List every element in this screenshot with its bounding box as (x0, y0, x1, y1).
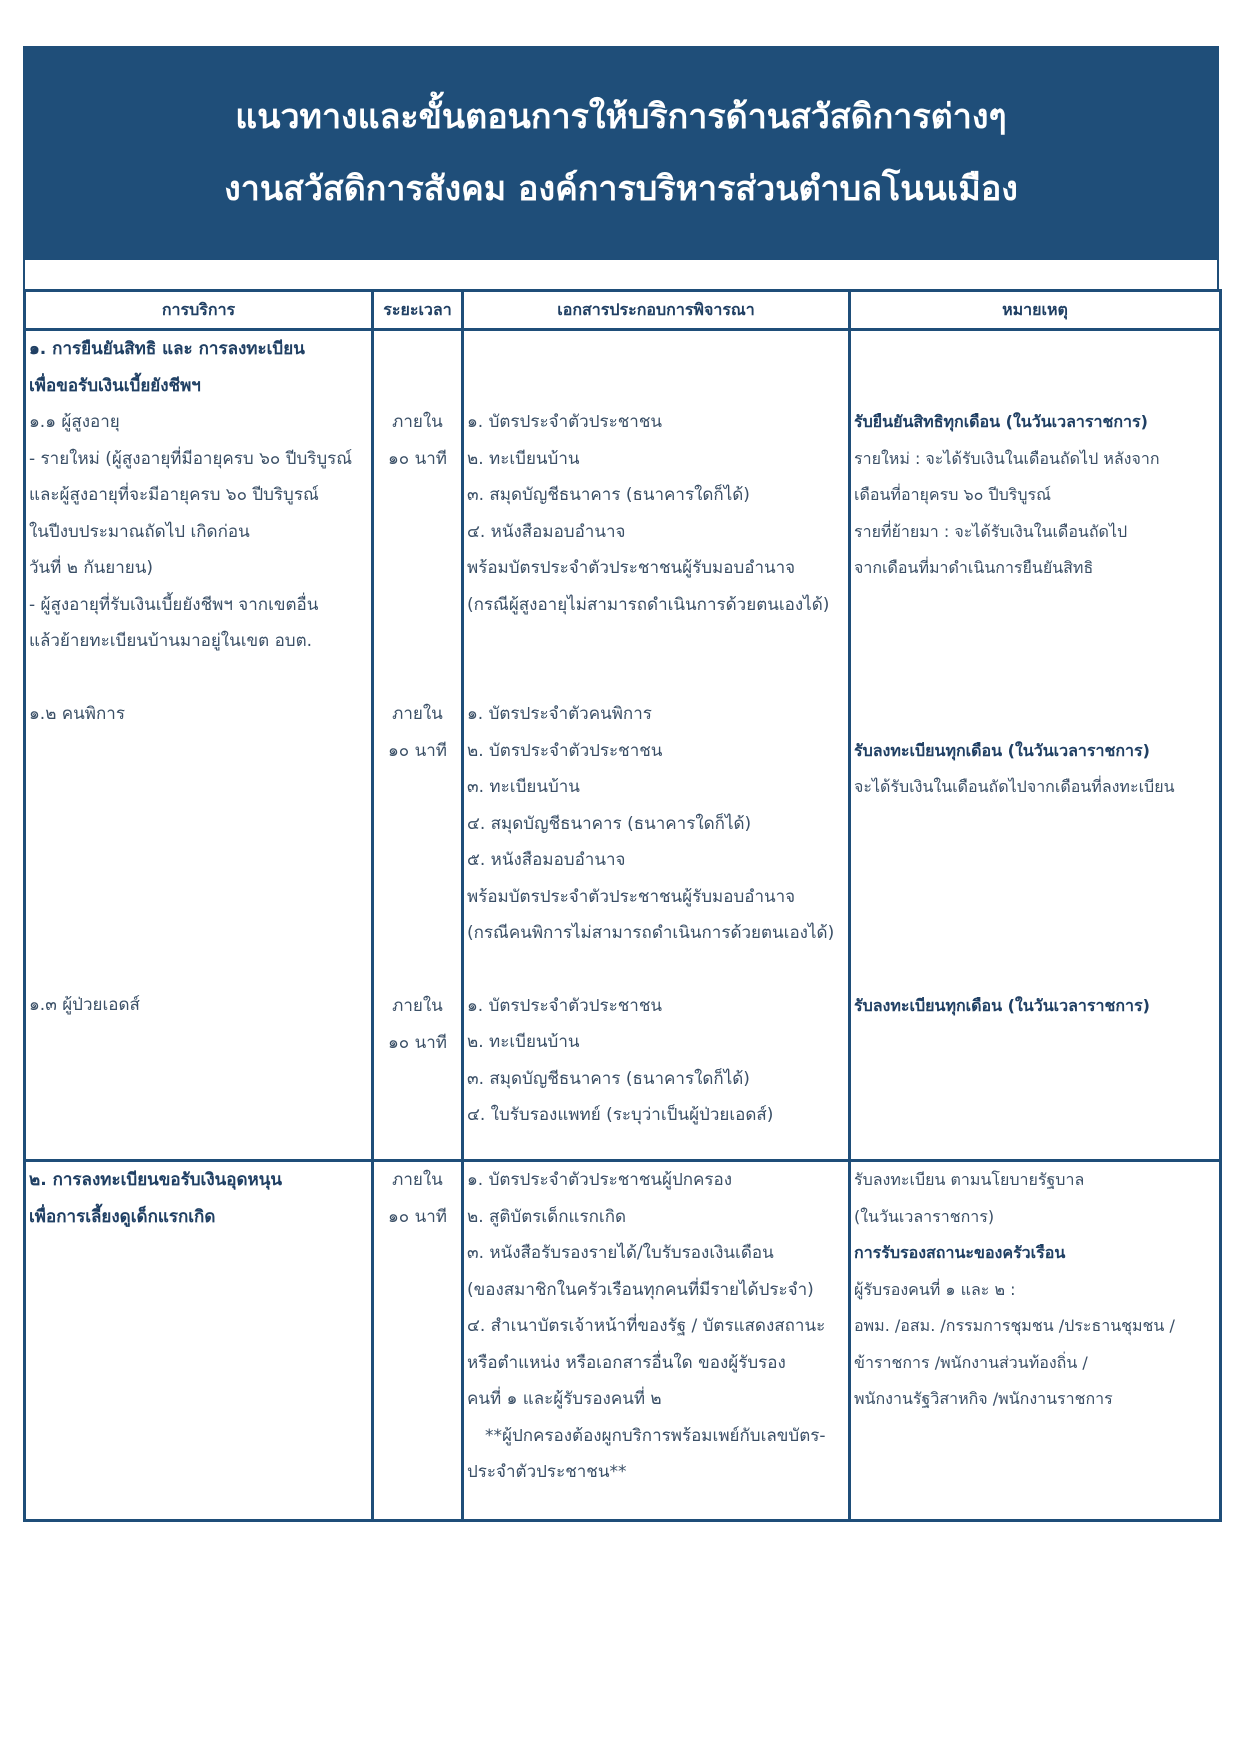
header-title-line-2: งานสวัสดิการสังคม องค์การบริหารส่วนตำบลโนนเมือง (224, 169, 1018, 209)
remark-line: ผู้รับรองคนที่ ๑ และ ๒ : (854, 1279, 1016, 1299)
document-line: ๑. บัตรประจำตัวประชาชน (467, 412, 663, 432)
table-row-section-1 (25, 330, 1221, 1161)
duration-line: ภายใน (392, 704, 443, 724)
blank-block (467, 331, 845, 404)
header-spacer (23, 260, 1219, 290)
duration-line: ๑๐ นาที (388, 448, 447, 469)
document-line: ๓. ทะเบียนบ้าน (467, 777, 580, 797)
document-line: ๒. บัตรประจำตัวประชาชน (467, 740, 663, 761)
section-2-title: ๒. การลงทะเบียนขอรับเงินอุดหนุน (29, 1170, 282, 1190)
document-line: (กรณีคนพิการไม่สามารถดำเนินการด้วยตนเองได้) (467, 923, 835, 943)
duration-line: ๑๐ นาที (388, 1032, 447, 1053)
document-line: ๓. สมุดบัญชีธนาคาร (ธนาคารใดก็ได้) (467, 485, 750, 505)
blank-line (29, 660, 368, 696)
remark-line: ข้าราชการ /พนักงานส่วนท้องถิ่น / (854, 1352, 1088, 1372)
remark-line: รายที่ย้ายมา : จะได้รับเงินในเดือนถัดไป (854, 521, 1128, 541)
service-line: และผู้สูงอายุที่จะมีอายุครบ ๖๐ ปีบริบูรณ์ (29, 485, 319, 505)
column-header-documents: เอกสารประกอบการพิจารณา (463, 291, 850, 330)
document-line: ประจำตัวประชาชน** (467, 1462, 627, 1482)
document-line: ๒. ทะเบียนบ้าน (467, 1032, 580, 1052)
remarks-cell-section-1 (850, 330, 1221, 1161)
document-line: ๓. หนังสือรับรองรายได้/ใบรับรองเงินเดือน (467, 1243, 774, 1263)
document-line: ๔. สำเนาบัตรเจ้าหน้าที่ของรัฐ / บัตรแสดงสถานะ (467, 1316, 826, 1336)
document-line: ๓. สมุดบัญชีธนาคาร (ธนาคารใดก็ได้) (467, 1068, 750, 1089)
column-header-service: การบริการ (25, 291, 373, 330)
duration-line: ภายใน (392, 996, 443, 1016)
service-line: วันที่ ๒ กันยายน) (29, 558, 154, 578)
blank-line (467, 952, 845, 988)
remark-line: รับลงทะเบียน ตามนโยบายรัฐบาล (854, 1170, 1085, 1189)
section-1-title: เพื่อขอรับเงินเบี้ยยังชีพฯ (29, 375, 201, 396)
document-line: **ผู้ปกครองต้องผูกบริการพร้อมเพย์กับเลขบัตร- (485, 1425, 826, 1446)
service-line: ในปีงบประมาณถัดไป เกิดก่อน (29, 521, 250, 542)
document-line: คนที่ ๑ และผู้รับรองคนที่ ๒ (467, 1389, 662, 1409)
page-header (23, 46, 1219, 260)
blank-block (854, 806, 1216, 988)
service-cell-section-2 (25, 1161, 373, 1521)
blank-block (377, 331, 458, 404)
service-line: แล้วย้ายทะเบียนบ้านมาอยู่ในเขต อบต. (29, 631, 313, 651)
document-line: ๑. บัตรประจำตัวคนพิการ (467, 704, 652, 724)
documents-cell-section-1 (463, 330, 850, 1161)
blank-block (854, 331, 1216, 404)
service-line: - รายใหม่ (ผู้สูงอายุที่มีอายุครบ ๖๐ ปีบริบูรณ์ (29, 448, 353, 469)
remark-line: (ในวันเวลาราชการ) (854, 1206, 995, 1226)
table-row-section-2 (25, 1161, 1221, 1521)
remark-heading: รับยืนยันสิทธิทุกเดือน (ในวันเวลาราชการ) (854, 412, 1148, 431)
remark-line: อพม. /อสม. /กรรมการชุมชน /ประธานชุมชน / (854, 1316, 1175, 1335)
section-1-title: ๑. การยืนยันสิทธิ และ การลงทะเบียน (29, 339, 305, 359)
document-line: (กรณีผู้สูงอายุไม่สามารถดำเนินการด้วยตนเองได้) (467, 594, 830, 615)
document-line: ๔. สมุดบัญชีธนาคาร (ธนาคารใดก็ได้) (467, 813, 752, 834)
header-title-line-1: แนวทางและขั้นตอนการให้บริการด้านสวัสดิการต่างๆ (235, 97, 1007, 137)
document-line: ๑. บัตรประจำตัวประชาชน (467, 995, 663, 1016)
column-header-remarks: หมายเหตุ (850, 291, 1221, 330)
remark-heading: การรับรองสถานะของครัวเรือน (854, 1243, 1066, 1262)
remark-heading: รับลงทะเบียนทุกเดือน (ในวันเวลาราชการ) (854, 995, 1150, 1015)
document-line: (ของสมาชิกในครัวเรือนทุกคนที่มีรายได้ประจำ) (467, 1279, 814, 1300)
duration-line: ๑๐ นาที (388, 1206, 447, 1227)
document-line: ๒. สูติบัตรเด็กแรกเกิด (467, 1206, 627, 1227)
duration-line: ๑๐ นาที (388, 740, 447, 761)
document-line: ๔. ใบรับรองแพทย์ (ระบุว่าเป็นผู้ป่วยเอดส์) (467, 1105, 774, 1125)
duration-cell-section-1 (373, 330, 463, 1161)
table-header-row (25, 291, 1221, 330)
service-cell-section-1 (25, 330, 373, 1161)
blank-block (29, 732, 368, 987)
document-line: ๑. บัตรประจำตัวประชาชนผู้ปกครอง (467, 1170, 733, 1190)
blank-block (467, 623, 845, 696)
remarks-cell-section-2 (850, 1161, 1221, 1521)
document-line: พร้อมบัตรประจำตัวประชาชนผู้รับมอบอำนาจ (467, 558, 796, 578)
service-table (23, 289, 1222, 1522)
service-line: ๑.๓ ผู้ป่วยเอดส์ (29, 995, 140, 1015)
remark-line: จากเดือนที่มาดำเนินการยืนยันสิทธิ (854, 558, 1094, 577)
service-line: - ผู้สูงอายุที่รับเงินเบี้ยยังชีพฯ จากเขตอื่น (29, 594, 319, 615)
remark-line: เดือนที่อายุครบ ๖๐ ปีบริบูรณ์ (854, 485, 1051, 504)
blank-block (377, 477, 458, 696)
document-line: พร้อมบัตรประจำตัวประชาชนผู้รับมอบอำนาจ (467, 886, 796, 907)
duration-cell-section-2 (373, 1161, 463, 1521)
service-line: ๑.๑ ผู้สูงอายุ (29, 412, 120, 432)
document-line: ๒. ทะเบียนบ้าน (467, 448, 580, 469)
blank-block (854, 587, 1216, 733)
duration-line: ภายใน (392, 1170, 443, 1190)
section-2-title: เพื่อการเลี้ยงดูเด็กแรกเกิด (29, 1206, 216, 1227)
service-line: ๑.๒ คนพิการ (29, 703, 125, 724)
remark-line: รายใหม่ : จะได้รับเงินในเดือนถัดไป หลังจาก (854, 448, 1160, 468)
remark-line: จะได้รับเงินในเดือนถัดไปจากเดือนที่ลงทะเบียน (854, 777, 1175, 796)
document-line: ๕. หนังสือมอบอำนาจ (467, 850, 626, 870)
blank-block (377, 769, 458, 988)
column-header-duration: ระยะเวลา (373, 291, 463, 330)
duration-line: ภายใน (392, 412, 443, 432)
document-line: หรือตำแหน่ง หรือเอกสารอื่นใด ของผู้รับรอง (467, 1352, 786, 1373)
document-line: ๔. หนังสือมอบอำนาจ (467, 521, 626, 542)
remark-heading: รับลงทะเบียนทุกเดือน (ในวันเวลาราชการ) (854, 740, 1150, 760)
remark-line: พนักงานรัฐวิสาหกิจ /พนักงานราชการ (854, 1389, 1113, 1408)
documents-cell-section-2 (463, 1161, 850, 1521)
